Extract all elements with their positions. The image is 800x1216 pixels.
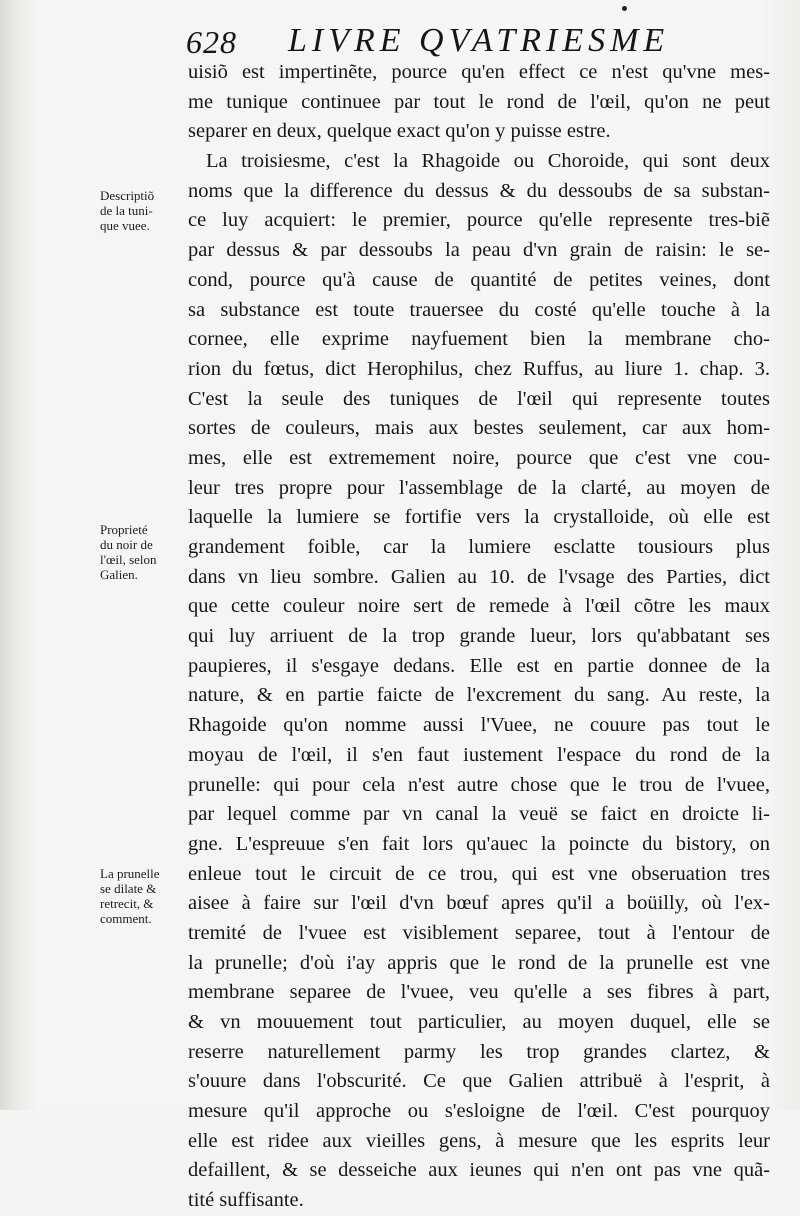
text-line: par lequel comme par vn canal la veuë se faict en droicte li- [188,803,770,826]
margin-note-line: Galien. [100,567,138,582]
running-title: LIVRE QVATRIESME [288,22,670,59]
text-line: reserre naturellement parmy les trop grandes clartez, & [188,1040,770,1063]
margin-note-pupil [100,866,184,926]
text-line: noms que la difference du dessus & du dessoubs de sa substan- [188,179,770,202]
margin-note-line: que vuee. [100,218,150,233]
margin-note-line: retrecit, & [100,896,154,911]
text-line: cornee, elle exprime nayfuement bien la membrane cho- [188,328,770,351]
text-line: La troisiesme, c'est la Rhagoide ou Choroide, qui sont deux [206,150,770,173]
ink-dot [622,6,627,11]
body-text [188,58,770,1216]
text-line: gne. L'espreuue s'en fait lors qu'auec la poincte du bistory, on [188,832,770,855]
text-line: aisee à faire sur l'œil d'vn bœuf apres qu'il a boüilly, où l'ex- [188,892,770,915]
text-line: ce luy acquiert: le premier, pource qu'elle represente tres-biẽ [188,209,770,232]
text-line: leur tres propre pour l'assemblage de la clarté, au moyen de [188,476,770,499]
text-line: defaillent, & se desseiche aux ieunes qui n'en ont pas vne quã- [188,1159,770,1182]
text-line: tité suffisante. [188,1189,304,1212]
margin-note-line: comment. [100,911,152,926]
text-line: uisiõ est impertinẽte, pource qu'en effect ce n'est qu'vne mes- [188,61,770,83]
margin-note-line: La prunelle [100,866,160,881]
text-line: s'ouure dans l'obscurité. Ce que Galien attribuë à l'esprit, à [188,1070,770,1093]
text-line: sortes de couleurs, mais aux bestes seulement, car aux hom- [188,417,770,440]
text-line: nature, & en partie faicte de l'excrement du sang. Au reste, la [188,684,770,707]
text-line: sa substance est toute trauersee du costé qu'elle touche à la [188,298,770,321]
text-line: membrane separee de l'vuee, veu qu'elle a ses fibres à part, [188,981,770,1004]
text-line: par dessus & par dessoubs la peau d'vn grain de raisin: le se- [188,239,770,262]
text-line: mesure qu'il approche ou s'esloigne de l'œil. C'est pourquoy [188,1100,770,1123]
text-line: & vn mouuement tout particulier, au moyen duquel, elle se [188,1011,770,1033]
margin-note-line: se dilate & [100,881,157,896]
text-line: cond, pource qu'à cause de quantité de petites veines, dont [188,268,770,291]
text-line: la prunelle; d'où i'ay appris que le rond de la prunelle est vne [188,951,770,974]
text-line: C'est la seule des tuniques de l'œil qui represente toutes [188,387,770,410]
margin-note-black-property [100,522,184,582]
page-number: 628 [186,24,237,60]
text-line: qui luy arriuent de la trop grande lueur, lors qu'abbatant ses [188,625,770,648]
text-line: laquelle la lumiere se fortifie vers la crystalloide, où elle est [188,506,770,529]
text-line: separer en deux, quelque exact qu'on y puisse estre. [188,120,611,143]
text-line: enleue tout le circuit de ce trou, qui est vne obseruation tres [188,862,770,885]
text-line: rion du fœtus, dict Herophilus, chez Ruffus, au liure 1. chap. 3. [188,357,770,380]
text-line: moyau de l'œil, il s'en faut iustement l'espace du rond de la [188,743,770,766]
text-line: Rhagoide qu'on nomme aussi l'Vuee, ne couure pas tout le [188,714,770,737]
text-line: paupieres, il s'esgaye dedans. Elle est en partie donnee de la [188,654,770,677]
margin-note-line: de la tuni- [100,203,153,218]
text-line: grandement foible, car la lumiere esclatte tousiours plus [188,536,770,558]
text-line: que cette couleur noire sert de remede à l'œil cõtre les maux [188,595,770,618]
margin-note-line: du noir de [100,537,153,552]
text-line: mes, elle est extremement noire, pource que c'est vne cou- [188,446,770,469]
margin-note-line: l'œil, selon [100,552,157,567]
text-line: me tunique continuee par tout le rond de l'œil, qu'on ne peut [188,90,770,113]
text-line: tremité de l'vuee est visiblement separee, tout à l'entour de [188,921,770,944]
text-line: prunelle: qui pour cela n'est autre chose que le trou de l'vuee, [188,773,770,796]
margin-note-line: Proprieté [100,522,148,537]
margin-note-description-uvea [100,188,184,233]
margin-note-line: Descriptiõ [100,188,155,203]
text-line: elle est ridee aux vieilles gens, à mesure que les esprits leur [188,1129,770,1152]
text-line: dans vn lieu sombre. Galien au 10. de l'vsage des Parties, dict [188,565,770,588]
